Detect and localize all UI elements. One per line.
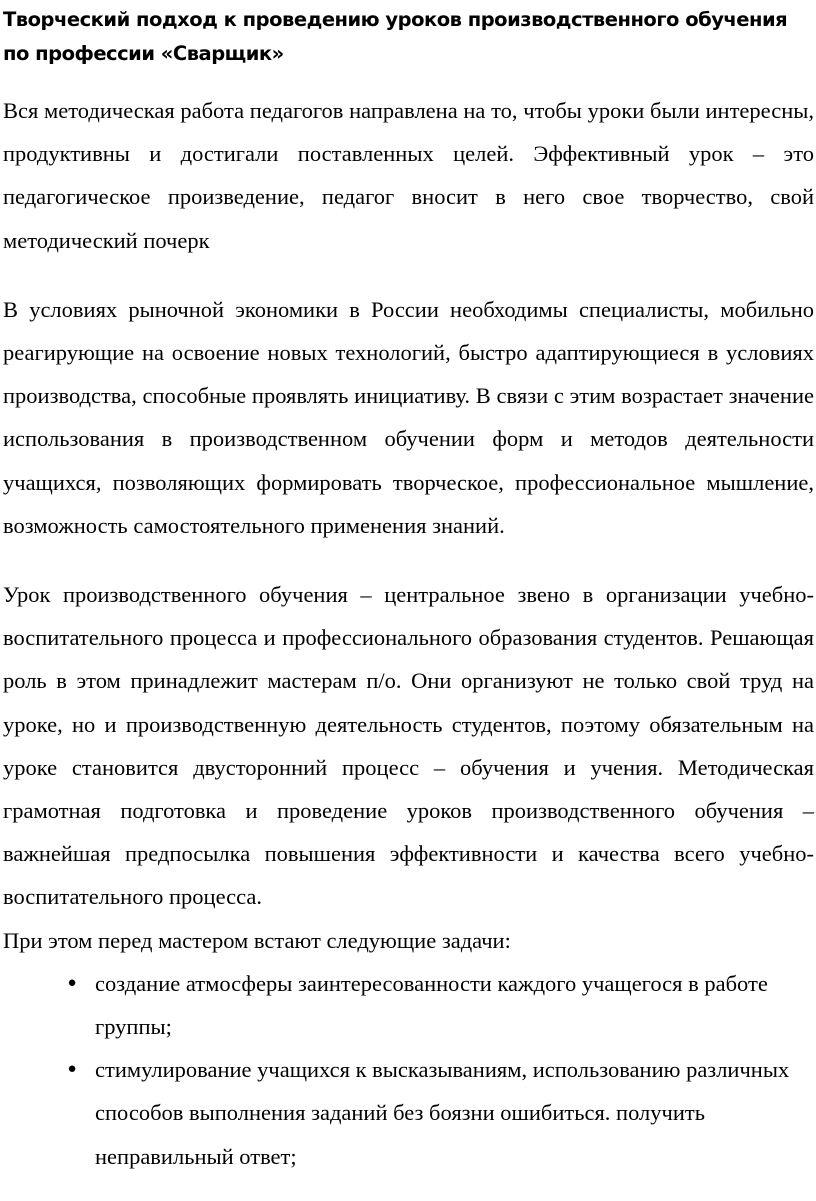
paragraph-market-conditions: В условиях рыночной экономики в России необходимы специалисты, мобильно реагирующие на освоение новых технологий, быстро адаптирующиеся в условиях производства, способные проявлять инициативу. В связи с этим возрастает значение использования в производственном обучении форм и методов деятельности учащихся, позволяющих формировать творческое, профессиональное мышление, возможность самостоятельного применения знаний. [3,296,814,538]
paragraph-production-lesson: Урок производственного обучения – центральное звено в организации учебно-воспитательного процесса и профессионального образования студентов. Решающая роль в этом принадлежит мастерам п/о. Они организуют не только свой труд на уроке, но и производственную деятельность студентов, поэтому обязательным на уроке становится двусторонний процесс – обучения и учения. Методическая грамотная подготовка и проведение уроков производственного обучения – важнейшая предпосылка повышения эффективности и качества всего учебно-воспитательного процесса. [3,582,814,910]
list-item [3,962,814,1048]
paragraph-intro: Вся методическая работа педагогов направлена на то, чтобы уроки были интересны, продуктивны и достигали поставленных целей. Эффективный урок – это педагогическое произведение, педагог вносит в него свое творчество, свой методический почерк [3,98,814,253]
list-item [3,1048,814,1178]
tasks-list [3,962,814,1178]
list-item-text: стимулирование учащихся к высказываниям, использованию различных способов выполнения заданий без боязни ошибиться. получить неправильный ответ; [95,1057,790,1169]
bullet-icon [62,1048,82,1091]
list-item-text: создание атмосферы заинтересованности каждого учащегося в работе группы; [95,970,768,1040]
bullet-icon [62,962,82,1005]
document-title: Творческий подход к проведению уроков производственного обучения по профессии «Сварщик» [3,8,788,65]
paragraph-tasks-intro: При этом перед мастером встают следующие задачи: [3,927,511,953]
